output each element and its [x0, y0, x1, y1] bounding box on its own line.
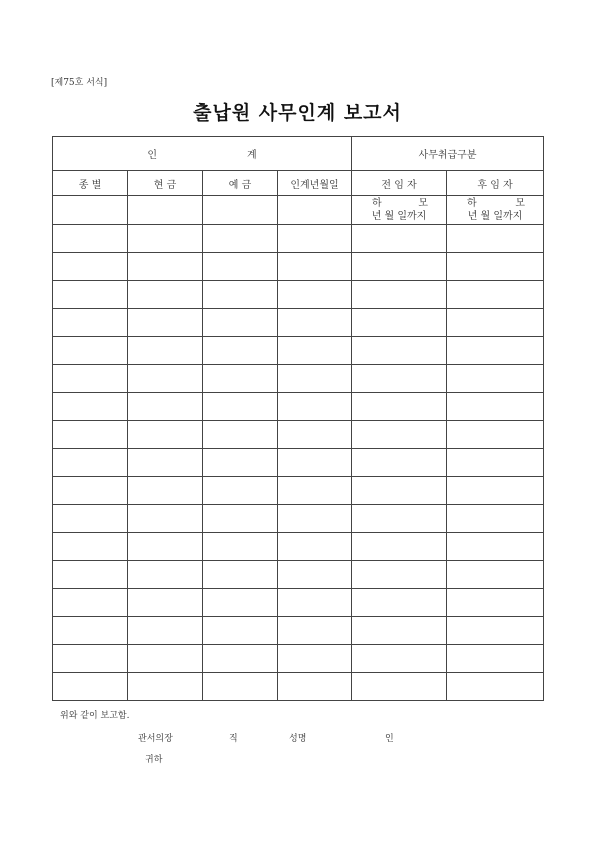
- col-header-cash: 현 금: [128, 171, 203, 196]
- duty-division-header: 사무취급구분: [352, 137, 544, 171]
- table-cell[interactable]: [128, 673, 203, 701]
- table-cell[interactable]: [278, 477, 352, 505]
- table-row: [53, 533, 544, 561]
- successor-period-until: 년 월 일까지: [467, 211, 523, 222]
- table-cell[interactable]: [352, 421, 447, 449]
- table-cell[interactable]: [53, 589, 128, 617]
- table-cell[interactable]: [278, 589, 352, 617]
- table-row: [53, 505, 544, 533]
- table-cell[interactable]: [447, 533, 544, 561]
- table-cell[interactable]: [352, 645, 447, 673]
- table-cell[interactable]: [203, 309, 278, 337]
- addressee: 귀하: [145, 755, 163, 765]
- table-cell[interactable]: [352, 617, 447, 645]
- table-cell[interactable]: [352, 253, 447, 281]
- table-cell[interactable]: [53, 449, 128, 477]
- report-statement: 위와 같이 보고함.: [60, 711, 130, 721]
- table-cell[interactable]: [278, 533, 352, 561]
- table-cell[interactable]: [53, 561, 128, 589]
- table-cell[interactable]: [53, 337, 128, 365]
- form-number: [제75호 서식]: [51, 78, 108, 88]
- table-cell[interactable]: [278, 281, 352, 309]
- table-row: [53, 449, 544, 477]
- predecessor-period-cell[interactable]: [352, 196, 447, 225]
- table-cell[interactable]: [203, 196, 278, 225]
- table-cell[interactable]: [278, 225, 352, 253]
- table-cell[interactable]: [128, 281, 203, 309]
- table-cell[interactable]: [53, 673, 128, 701]
- table-cell[interactable]: [53, 617, 128, 645]
- table-cell[interactable]: [53, 309, 128, 337]
- table-cell[interactable]: [447, 589, 544, 617]
- table-row: [53, 253, 544, 281]
- handover-header-char-2: 계: [247, 150, 257, 161]
- table-cell[interactable]: [278, 449, 352, 477]
- table-row: [53, 421, 544, 449]
- table-cell[interactable]: [128, 309, 203, 337]
- table-cell[interactable]: [447, 365, 544, 393]
- name-label: 성명: [289, 734, 307, 744]
- table-cell[interactable]: [53, 253, 128, 281]
- table-cell[interactable]: [278, 253, 352, 281]
- table-row: [53, 281, 544, 309]
- table-cell[interactable]: [203, 225, 278, 253]
- table-row: [53, 477, 544, 505]
- table-cell[interactable]: [352, 365, 447, 393]
- seal-mark: 인: [385, 734, 394, 744]
- col-header-category: 종 별: [53, 171, 128, 196]
- table-cell[interactable]: [447, 225, 544, 253]
- table-cell[interactable]: [352, 393, 447, 421]
- table-cell[interactable]: [447, 505, 544, 533]
- table-cell[interactable]: [53, 533, 128, 561]
- col-header-handover-date: 인계년월일: [278, 171, 352, 196]
- table-cell[interactable]: [128, 337, 203, 365]
- table-row: [53, 309, 544, 337]
- table-cell[interactable]: [128, 645, 203, 673]
- table-cell[interactable]: [278, 673, 352, 701]
- table-cell[interactable]: [203, 365, 278, 393]
- table-cell[interactable]: [278, 393, 352, 421]
- table-cell[interactable]: [278, 421, 352, 449]
- table-cell[interactable]: [53, 225, 128, 253]
- predecessor-period-top-left: 하: [372, 198, 382, 209]
- handover-group-header: [53, 137, 352, 171]
- predecessor-period-top-right: 모: [418, 198, 429, 209]
- table-cell[interactable]: [352, 505, 447, 533]
- table-cell[interactable]: [203, 337, 278, 365]
- table-row: [53, 225, 544, 253]
- table-row: [53, 365, 544, 393]
- table-cell[interactable]: [128, 561, 203, 589]
- table-cell[interactable]: [447, 561, 544, 589]
- table-cell[interactable]: [352, 673, 447, 701]
- successor-period-top-left: 하: [467, 198, 477, 209]
- successor-period-top-right: 모: [515, 198, 526, 209]
- predecessor-period-until: 년 월 일까지: [371, 211, 427, 222]
- table-cell[interactable]: [128, 449, 203, 477]
- table-cell[interactable]: [53, 421, 128, 449]
- table-cell[interactable]: [352, 477, 447, 505]
- table-cell[interactable]: [128, 365, 203, 393]
- table-cell[interactable]: [447, 421, 544, 449]
- table-cell[interactable]: [352, 449, 447, 477]
- table-cell[interactable]: [278, 561, 352, 589]
- table-cell[interactable]: [447, 309, 544, 337]
- table-cell[interactable]: [447, 337, 544, 365]
- handover-header-char-1: 인: [147, 150, 158, 161]
- table-cell[interactable]: [352, 533, 447, 561]
- official-title: 관서의장: [138, 734, 173, 744]
- table-cell[interactable]: [278, 337, 352, 365]
- table-cell[interactable]: [53, 196, 128, 225]
- table-cell[interactable]: [53, 365, 128, 393]
- table-cell[interactable]: [447, 617, 544, 645]
- table-cell[interactable]: [352, 225, 447, 253]
- table-cell[interactable]: [278, 617, 352, 645]
- table-cell[interactable]: [128, 225, 203, 253]
- table-row: [53, 589, 544, 617]
- handover-report-table: [52, 136, 544, 701]
- col-header-successor: 후 임 자: [447, 171, 544, 196]
- table-row: [53, 561, 544, 589]
- table-cell[interactable]: [53, 477, 128, 505]
- table-cell[interactable]: [203, 393, 278, 421]
- table-cell[interactable]: [203, 253, 278, 281]
- col-header-deposit: 예 금: [203, 171, 278, 196]
- successor-period-cell[interactable]: [447, 196, 544, 225]
- table-cell[interactable]: [203, 421, 278, 449]
- table-cell[interactable]: [447, 673, 544, 701]
- table-row: [53, 645, 544, 673]
- table-row: [53, 617, 544, 645]
- table-row: [53, 337, 544, 365]
- table-cell[interactable]: [352, 337, 447, 365]
- table-cell[interactable]: [53, 281, 128, 309]
- table-cell[interactable]: [278, 365, 352, 393]
- table-cell[interactable]: [203, 533, 278, 561]
- table-cell[interactable]: [447, 477, 544, 505]
- table-cell[interactable]: [352, 561, 447, 589]
- table-cell[interactable]: [278, 309, 352, 337]
- table-cell[interactable]: [203, 477, 278, 505]
- table-cell[interactable]: [203, 673, 278, 701]
- table-cell[interactable]: [128, 477, 203, 505]
- table-cell[interactable]: [128, 421, 203, 449]
- table-cell[interactable]: [203, 505, 278, 533]
- table-cell[interactable]: [352, 309, 447, 337]
- table-cell[interactable]: [447, 281, 544, 309]
- table-cell[interactable]: [203, 589, 278, 617]
- table-cell[interactable]: [352, 281, 447, 309]
- table-cell[interactable]: [53, 393, 128, 421]
- table-cell[interactable]: [53, 645, 128, 673]
- table-cell[interactable]: [128, 196, 203, 225]
- position-label: 직: [229, 734, 238, 744]
- table-cell[interactable]: [447, 645, 544, 673]
- table-cell[interactable]: [447, 393, 544, 421]
- table-cell[interactable]: [447, 449, 544, 477]
- table-cell[interactable]: [203, 617, 278, 645]
- table-cell[interactable]: [352, 589, 447, 617]
- table-cell[interactable]: [128, 533, 203, 561]
- table-cell[interactable]: [203, 561, 278, 589]
- table-cell[interactable]: [53, 505, 128, 533]
- table-cell[interactable]: [203, 645, 278, 673]
- col-header-predecessor: 전 임 자: [352, 171, 447, 196]
- table-cell[interactable]: [203, 449, 278, 477]
- table-cell[interactable]: [128, 589, 203, 617]
- table-cell[interactable]: [128, 505, 203, 533]
- table-row: [53, 393, 544, 421]
- page-title: 출납원 사무인계 보고서: [193, 102, 402, 124]
- table-cell[interactable]: [278, 505, 352, 533]
- table-cell[interactable]: [203, 281, 278, 309]
- table-cell[interactable]: [278, 645, 352, 673]
- table-cell[interactable]: [128, 253, 203, 281]
- table-cell[interactable]: [278, 196, 352, 225]
- table-row: [53, 673, 544, 701]
- table-cell[interactable]: [128, 617, 203, 645]
- table-body: [53, 225, 544, 701]
- table-cell[interactable]: [128, 393, 203, 421]
- table-cell[interactable]: [447, 253, 544, 281]
